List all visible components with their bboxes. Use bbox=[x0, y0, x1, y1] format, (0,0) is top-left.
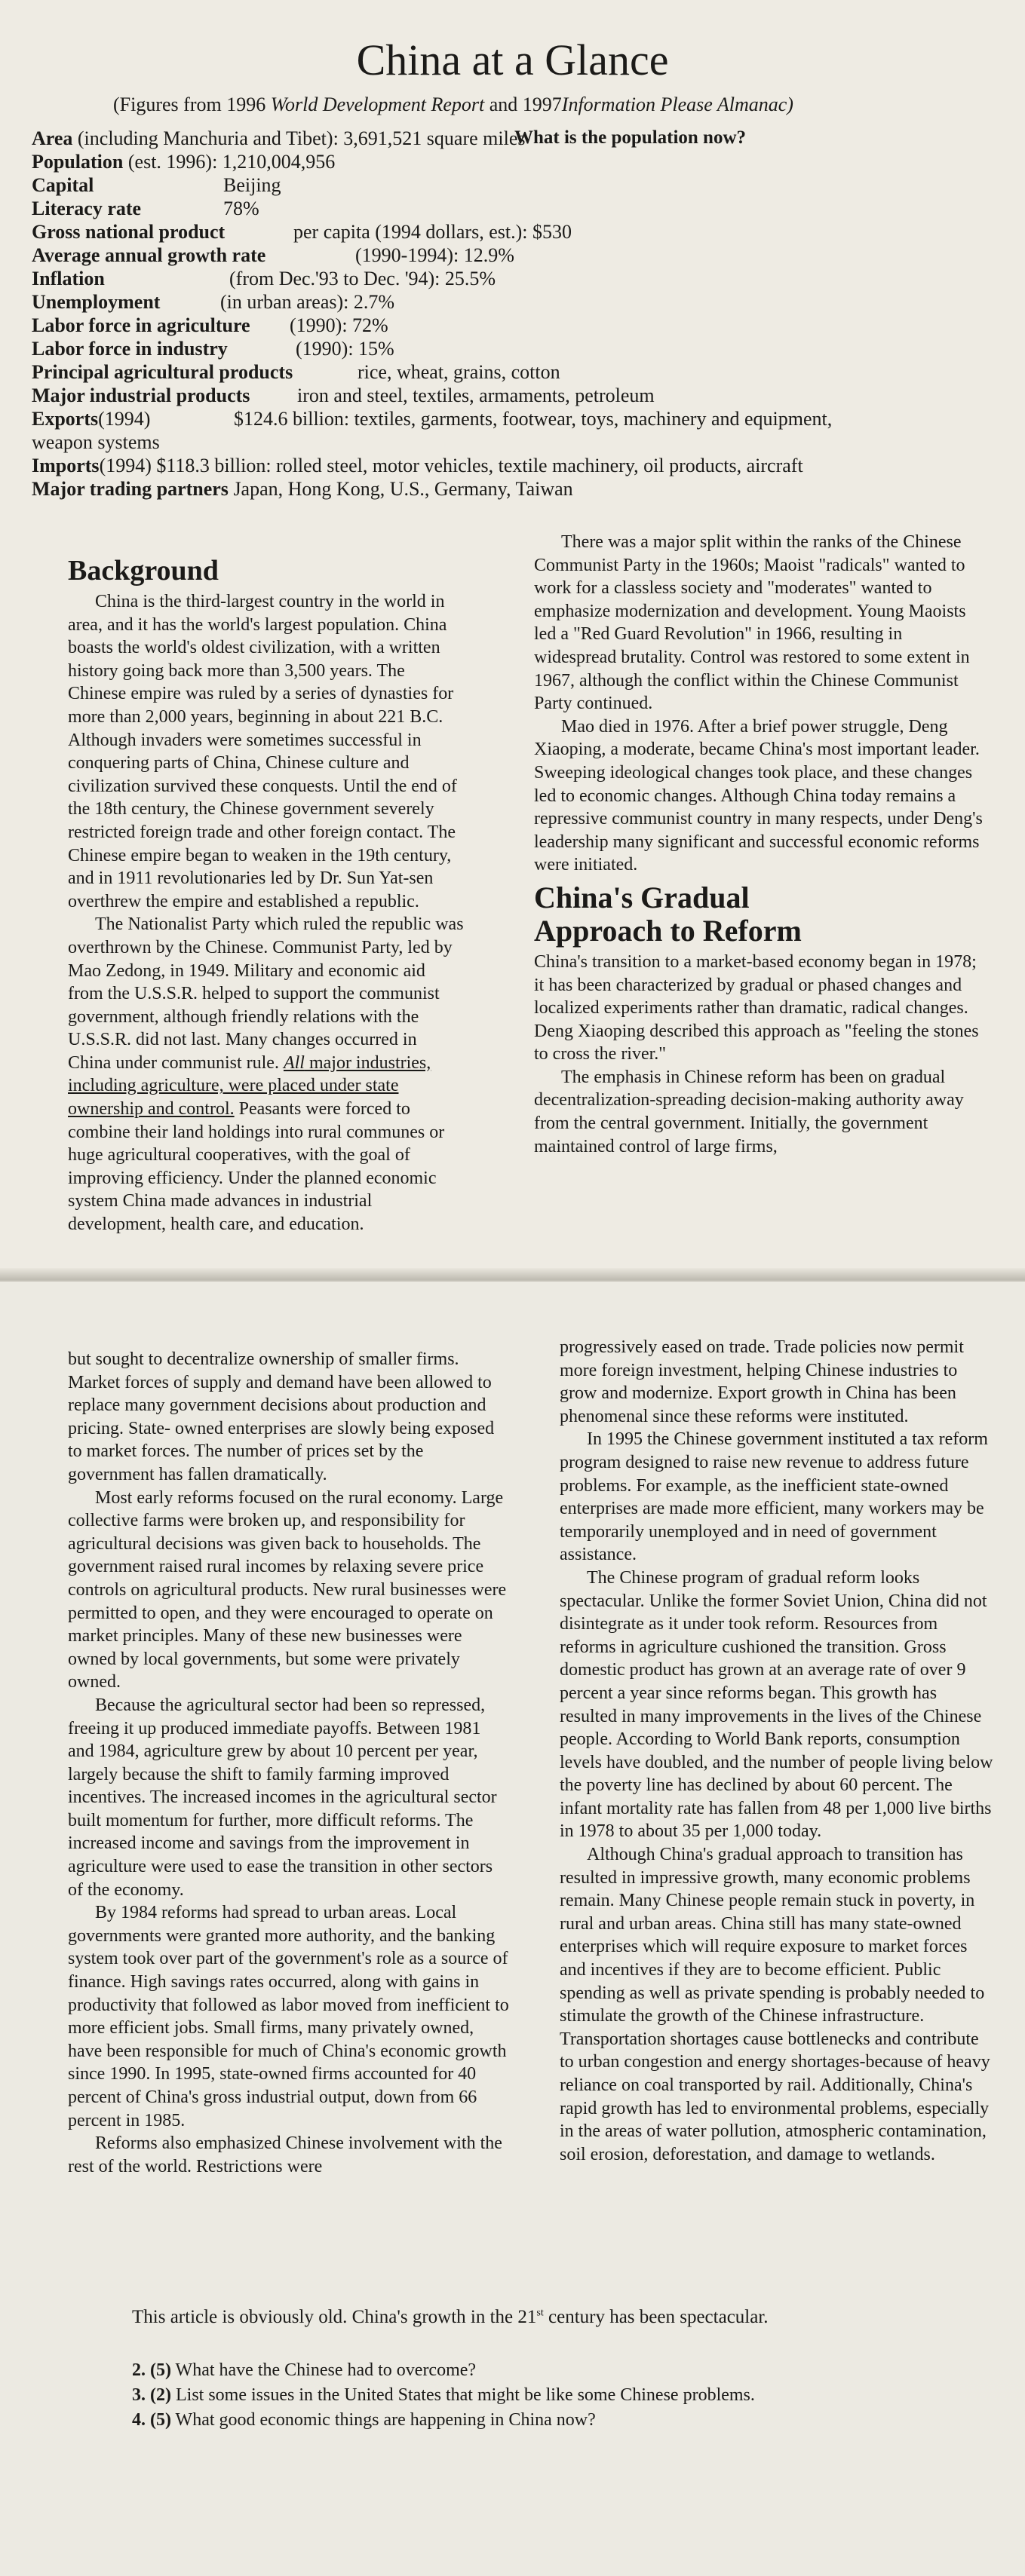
reform-heading: China's Gradual Approach to Reform bbox=[534, 880, 802, 948]
bottom-right-column bbox=[560, 1336, 997, 2166]
fact-agri-products: Principal agricultural products rice, wheat, grains, cotton bbox=[32, 361, 560, 383]
source-mid: and 1997 bbox=[484, 93, 562, 115]
fact-literacy: Literacy rate 78% bbox=[32, 198, 259, 219]
page-title: China at a Glance bbox=[356, 35, 669, 84]
reform-p4: Most early reforms focused on the rural economy. Large collective farms were broken up, and responsibility for agricultural decisions was given back to households. The government raised rural incomes by relaxing severe price controls on agricultural products. New rural businesses were permitted to open, and they were encouraged to operate on market principles. Many of these new businesses were owned by local governments, but some were privately owned. bbox=[68, 1487, 507, 1692]
reform-p3: but sought to decentralize ownership of smaller firms. Market forces of supply and demand have been allowed to replace many government decisions about production and pricing. State- owned enterprises are slowly being exposed to market forces. The number of prices set by the government has fallen dramatically. bbox=[68, 1349, 495, 1484]
reform-p11: Although China's gradual approach to transition has resulted in impressive growth, many economic problems remain. Many Chinese people remain stuck in poverty, in rural and urban areas. China still has many state-owned enterprises which will require exposure to market forces and incentives if they are to become efficient. Public spending as well as private spending is probably needed to stimulate the growth of the Chinese infrastructure. Transportation shortages cause bottlenecks and contribute to urban congestion and energy shortages-because of heavy reliance on coal transported by rail. Additionally, China's rapid growth has led to environmental problems, especially in the areas of water pollution, atmospheric contamination, soil erosion, deforestation, and damage to wetlands. bbox=[560, 1845, 990, 2164]
source-2: Information Please Almanac) bbox=[561, 93, 793, 115]
fact-inflation: Inflation (from Dec.'93 to Dec. '94): 25.5% bbox=[32, 268, 496, 289]
fact-area: Area (including Manchuria and Tibet): 3,691,521 square miles bbox=[32, 127, 526, 149]
background-p1: China is the third-largest country in the world in area, and it has the world's largest population. China boasts the world's oldest civilization, with a written history going back more than 3,500 years. The Chinese empire was ruled by a series of dynasties for more than 2,000 years, beginning in about 221 B.C. Although invaders were sometimes successful in conquering parts of China, Chinese culture and civilization survived these conquests. Until the end of the 18th century, the Chinese government severely restricted foreign trade and other foreign contact. The Chinese empire began to weaken in the 19th century, and in 1911 revolutionaries led by Dr. Sun Yat-sen overthrew the empire and established a republic. bbox=[68, 592, 457, 911]
source-note bbox=[113, 93, 793, 116]
fact-growth: Average annual growth rate (1990-1994): 12.9% bbox=[32, 244, 514, 266]
questions-list bbox=[132, 2358, 755, 2433]
question-3: 3. (2) List some issues in the United States that might be like some Chinese problems. bbox=[132, 2385, 755, 2405]
source-prefix: (Figures from 1996 bbox=[113, 93, 271, 115]
fact-trading-partners: Major trading partners Japan, Hong Kong, U.S., Germany, Taiwan bbox=[32, 478, 573, 500]
reform-p5: Because the agricultural sector had been so repressed, freeing it up produced immediate payoffs. Between 1981 and 1984, agriculture grew by about 10 percent per year, largely because the shift to family farming improved incentives. The increased incomes in the agricultural sector built momentum for further, more difficult reforms. The increased income and savings from the improvement in agriculture were used to ease the transition in other sectors of the economy. bbox=[68, 1695, 497, 1900]
fact-labor-agriculture: Labor force in agriculture (1990): 72% bbox=[32, 314, 388, 336]
background-p3: There was a major split within the ranks of the Chinese Communist Party in the 1960s; Maoist "radicals" wanted to work for a classless society and "moderates" wanted to emphasize modernization and development. Young Maoists led a "Red Guard Revolution" in 1966, resulting in widespread brutality. Control was restored to some extent in 1967, although the conflict within the Chinese Communist Party continued. bbox=[534, 532, 970, 714]
fact-exports-cont: weapon systems bbox=[32, 431, 160, 453]
background-column bbox=[68, 554, 464, 1236]
page-top bbox=[0, 0, 1025, 1282]
reform-p7: Reforms also emphasized Chinese involvement with the rest of the world. Restrictions were bbox=[68, 2133, 502, 2176]
right-column-top bbox=[534, 531, 987, 1158]
question-2: 2. (5) What have the Chinese had to overcome? bbox=[132, 2360, 477, 2380]
fact-gnp: Gross national product per capita (1994 dollars, est.): $530 bbox=[32, 221, 572, 243]
reform-p2: The emphasis in Chinese reform has been on gradual decentralization-spreading decision-making authority away from the central government. Initially, the government maintained control of large firms, bbox=[534, 1067, 964, 1156]
population-question: What is the population now? bbox=[514, 127, 747, 148]
background-p4: Mao died in 1976. After a brief power struggle, Deng Xiaoping, a moderate, became China's most important leader. Sweeping ideological changes took place, and these changes led to economic changes. Although China today remains a repressive communist country in many respects, under Deng's leadership many significant and successful economic reforms were initiated. bbox=[534, 716, 983, 875]
fact-capital: Capital Beijing bbox=[32, 174, 281, 196]
reform-p8: progressively eased on trade. Trade policies now permit more foreign investment, helping Chinese industries to grow and modernize. Export growth in China has been phenomenal since these reforms were instituted. bbox=[560, 1337, 964, 1426]
fact-exports: Exports(1994) $124.6 billion: textiles, garments, footwear, toys, machinery and equipment, bbox=[32, 408, 833, 430]
reform-p1: China's transition to a market-based economy began in 1978; it has been characterized by gradual or phased changes and localized experiments rather than dramatic, radical changes. Deng Xiaoping described this approach as "feeling the stones to cross the river." bbox=[534, 951, 979, 1064]
background-heading: Background bbox=[68, 555, 219, 587]
fact-population: Population (est. 1996): 1,210,004,956 bbox=[32, 151, 336, 173]
bottom-left-column bbox=[68, 1348, 509, 2178]
question-4: 4. (5) What good economic things are happening in China now? bbox=[132, 2410, 596, 2430]
reform-p10: The Chinese program of gradual reform looks spectacular. Unlike the former Soviet Union, China did not disintegrate as it under took reform. Resources from reforms in agriculture cushioned the transition. Gross domestic product has grown at an average rate of over 9 percent a year since reforms began. This growth has resulted in many improvements in the lives of the Chinese people. According to World Bank reports, consumption levels have doubled, and the number of people living below the poverty line has declined by about 60 percent. The infant mortality rate has fallen from 48 per 1,000 live births in 1978 to about 35 per 1,000 today. bbox=[560, 1567, 993, 1842]
fact-unemployment: Unemployment (in urban areas): 2.7% bbox=[32, 291, 395, 313]
fact-imports: Imports(1994) $118.3 billion: rolled steel, motor vehicles, textile machinery, oil products, aircraft bbox=[32, 455, 803, 476]
reform-p6: By 1984 reforms had spread to urban areas. Local governments were granted more authority, and the banking system took over part of the government's role as a source of finance. High savings rates occurred, along with gains in productivity that followed as labor moved from inefficient to more efficient jobs. Small firms, many privately owned, have been responsible for much of China's economic growth since 1990. In 1995, state-owned firms accounted for 40 percent of China's gross industrial output, down from 66 percent in 1985. bbox=[68, 1903, 509, 2130]
fact-labor-industry: Labor force in industry (1990): 15% bbox=[32, 338, 394, 360]
reform-p9: In 1995 the Chinese government instituted a tax reform program designed to raise new revenue to address future problems. For example, as the inefficient state-owned enterprises are made more efficient, many workers may be temporarily unemployed and in need of government assistance. bbox=[560, 1429, 988, 1565]
source-1: World Development Report bbox=[270, 93, 485, 115]
background-p2: The Nationalist Party which ruled the republic was overthrown by the Chinese. Communist Party, led by Mao Zedong, in 1949. Military and economic aid from the U.S.S.R. helped to support the communist government, although friendly relations with the U.S.S.R. did not last. Many changes occurred in China under communist rule. All major industries, including agriculture, were placed under state ownership and control. Peasants were forced to combine their land holdings into rural communes or huge agricultural cooperatives, with the goal of improving efficiency. Under the planned economic system China made advances in industrial development, health care, and education. bbox=[68, 914, 464, 1235]
fact-industrial-products: Major industrial products iron and steel, textiles, armaments, petroleum bbox=[32, 384, 655, 406]
teacher-note: This article is obviously old. China's growth in the 21st century has been spectacular. bbox=[132, 2307, 769, 2327]
